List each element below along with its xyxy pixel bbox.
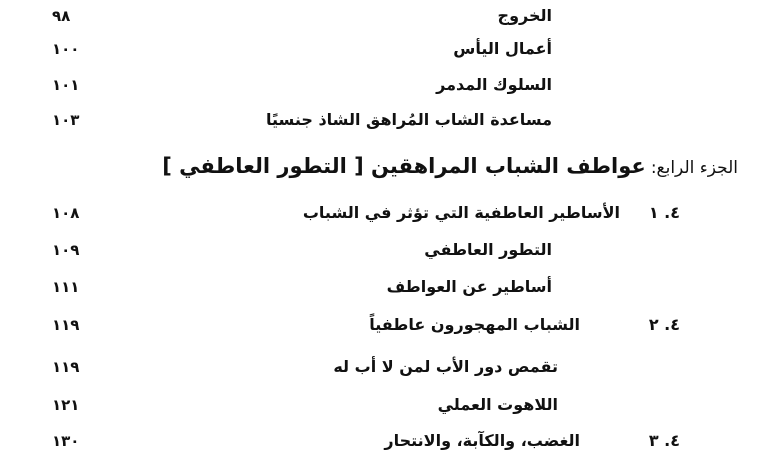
page-number: ١٢١: [52, 396, 80, 414]
page-number: ١٠٣: [52, 111, 80, 129]
entry-title: الغضب، والكآبة، والانتحار: [384, 431, 580, 450]
entry-title: الشباب المهجورون عاطفياً: [369, 315, 580, 334]
page-number: ١١١: [52, 278, 80, 296]
page-number: ١١٩: [52, 358, 80, 376]
entry-title: اللاهوت العملي: [437, 395, 558, 414]
toc-entry: [0, 426, 780, 456]
section-number: ٤. ١: [648, 203, 680, 222]
toc-entry: [0, 198, 780, 228]
page-number: ١٠٨: [52, 204, 80, 222]
entry-title: تقمص دور الأب لمن لا أب له: [333, 357, 558, 376]
toc-entry: [0, 352, 780, 382]
page-number: ١١٩: [52, 316, 80, 334]
page-number: ١٣٠: [52, 432, 80, 450]
toc-entry: [0, 310, 780, 340]
toc-entry: [0, 70, 780, 100]
toc-entry: [0, 34, 780, 64]
page-number: ٩٨: [52, 7, 71, 25]
page-number: ١٠٩: [52, 241, 80, 259]
toc-entry: [0, 390, 780, 420]
entry-title: الخروج: [497, 6, 552, 25]
entry-title: الأساطير العاطفية التي تؤثر في الشباب: [302, 203, 620, 222]
entry-title: مساعدة الشاب المُراهق الشاذ جنسيًا: [266, 110, 552, 129]
toc-entry: [0, 1, 780, 31]
entry-title: أعمال اليأس: [453, 39, 552, 58]
page-number: ١٠٠: [52, 40, 80, 58]
section-number: ٤. ٢: [648, 315, 680, 334]
part-title: عواطف الشباب المراهقين [ التطور العاطفي ]: [162, 154, 646, 178]
section-number: ٤. ٣: [648, 431, 680, 450]
toc-entry: [0, 272, 780, 302]
part-label: الجزء الرابع:: [650, 158, 738, 178]
page-number: ١٠١: [52, 76, 80, 94]
toc-entry: [0, 235, 780, 265]
entry-title: أساطير عن العواطف: [386, 277, 552, 296]
entry-title: السلوك المدمر: [436, 75, 552, 94]
toc-entry: [0, 105, 780, 135]
entry-title: التطور العاطفي: [424, 240, 552, 259]
part-heading: [162, 148, 738, 184]
